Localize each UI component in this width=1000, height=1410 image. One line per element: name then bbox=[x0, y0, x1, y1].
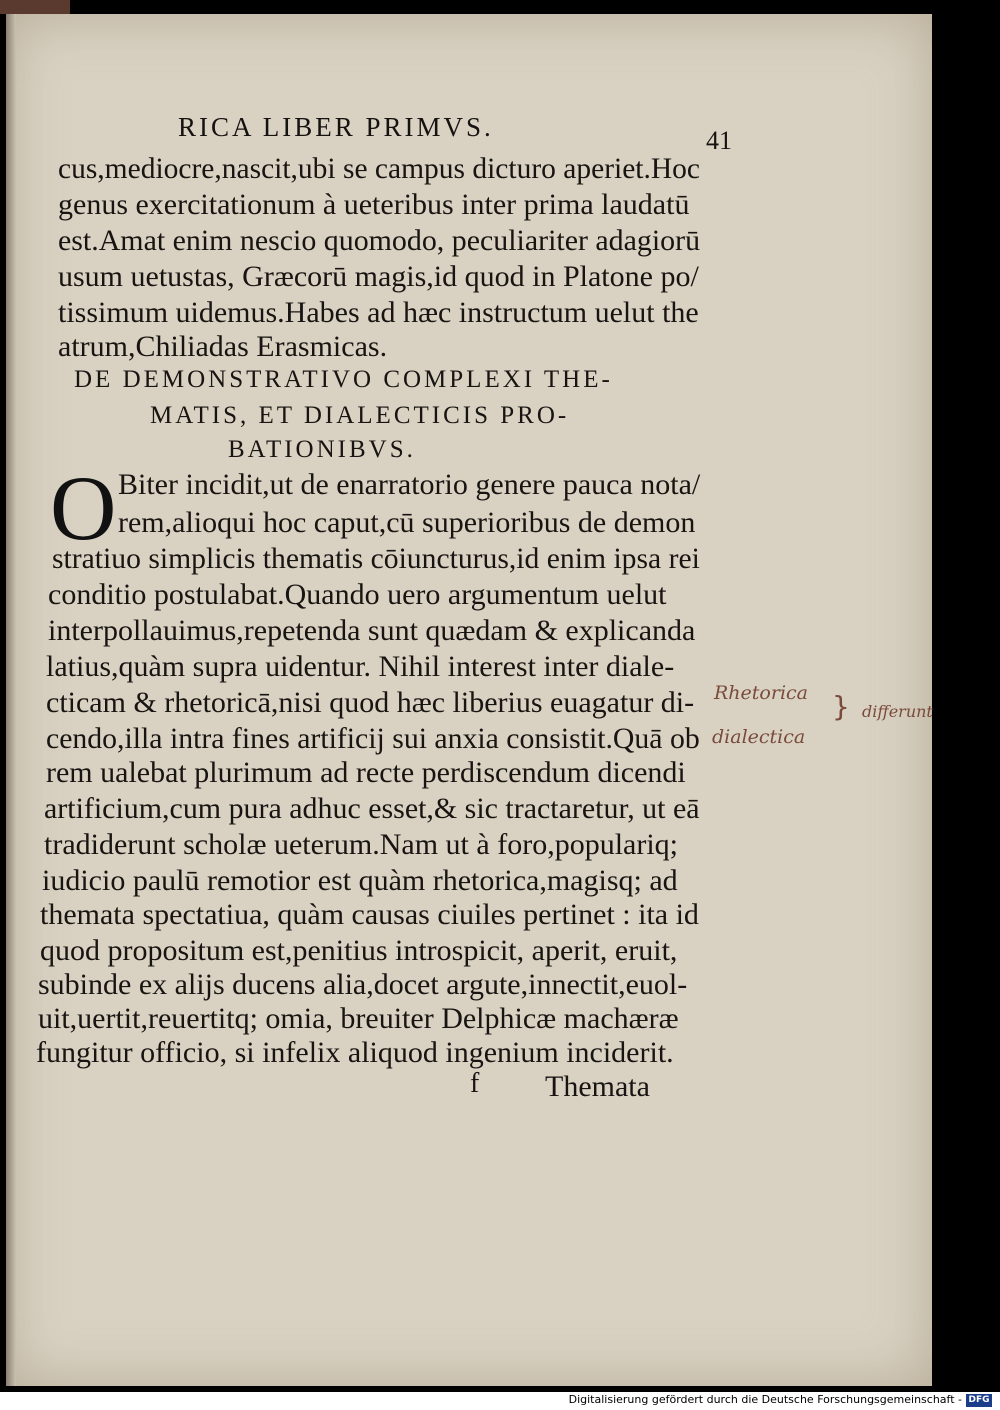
drop-cap: O bbox=[50, 457, 117, 559]
marginal-note-rhetorica: Rhetorica bbox=[714, 682, 808, 704]
text-line: fungitur officio, si infelix aliquod ingenium inciderit. bbox=[36, 1036, 674, 1069]
section-heading-line: DE DEMONSTRATIVO COMPLEXI THE- bbox=[74, 366, 613, 393]
bracket-glyph: } bbox=[832, 690, 850, 723]
text-line: Biter incidit,ut de enarratorio genere pauca nota/ bbox=[118, 468, 701, 501]
text-line: tradiderunt scholæ ueterum.Nam ut à foro,populariq; bbox=[44, 828, 678, 861]
text-line: est.Amat enim nescio quomodo, peculiariter adagiorū bbox=[58, 224, 701, 257]
text-line: genus exercitationum à ueteribus inter prima laudatū bbox=[58, 188, 690, 221]
dfg-logo: DFG bbox=[966, 1394, 992, 1407]
text-line: atrum,Chiliadas Erasmicas. bbox=[58, 330, 388, 363]
section-heading-line: MATIS, ET DIALECTICIS PRO- bbox=[150, 402, 570, 429]
marginal-note-differunt: differunt bbox=[862, 702, 933, 721]
text-line: usum uetustas, Græcorū magis,id quod in Platone po/ bbox=[58, 260, 699, 293]
footer-bar bbox=[0, 1392, 1000, 1410]
text-line: tissimum uidemus.Habes ad hæc instructum uelut the bbox=[58, 296, 699, 329]
text-line: rem,alioqui hoc caput,cū superioribus de demon bbox=[118, 506, 696, 539]
text-line: stratiuo simplicis thematis cōiuncturus,id enim ipsa rei bbox=[52, 542, 700, 575]
text-line: latius,quàm supra uidentur. Nihil interest inter diale- bbox=[46, 650, 675, 683]
page-gutter-edge bbox=[6, 14, 16, 1386]
text-line: artificium,cum pura adhuc esset,& sic tractaretur, ut eā bbox=[44, 792, 700, 825]
text-line: quod propositum est,penitius introspicit, aperit, eruit, bbox=[40, 934, 678, 967]
text-line: uit,uertit,reuertitq; omia, breuiter Delphicæ machæræ bbox=[38, 1002, 679, 1035]
text-line: subinde ex alijs ducens alia,docet argute,innectit,euol- bbox=[38, 968, 688, 1001]
corner-mark bbox=[0, 0, 70, 14]
section-heading-line: BATIONIBVS. bbox=[228, 436, 416, 463]
text-line: interpollauimus,repetenda sunt quædam & explicanda bbox=[48, 614, 696, 647]
text-line: cendo,illa intra fines artificij sui anxia consistit.Quā ob bbox=[46, 722, 700, 755]
dfg-credit: Digitalisierung gefördert durch die Deutsche Forschungsgemeinschaft - bbox=[568, 1393, 962, 1406]
signature-mark: f bbox=[470, 1068, 480, 1099]
text-line: conditio postulabat.Quando uero argumentum uelut bbox=[48, 578, 667, 611]
marginal-note-dialectica: dialectica bbox=[712, 726, 806, 748]
text-line: iudicio paulū remotior est quàm rhetorica,magisq; ad bbox=[42, 864, 678, 897]
running-head: RICA LIBER PRIMVS. bbox=[178, 112, 494, 142]
text-line: cus,mediocre,nascit,ubi se campus dicturo aperiet.Hoc bbox=[58, 152, 701, 185]
text-line: cticam & rhetoricā,nisi quod hæc liberius euagatur di- bbox=[46, 686, 695, 719]
catchword: Themata bbox=[545, 1070, 650, 1103]
folio-number: 41 bbox=[706, 126, 732, 155]
text-line: themata spectatiua, quàm causas ciuiles pertinet : ita id bbox=[40, 898, 699, 931]
text-line: rem ualebat plurimum ad recte perdiscendum dicendi bbox=[46, 756, 686, 789]
